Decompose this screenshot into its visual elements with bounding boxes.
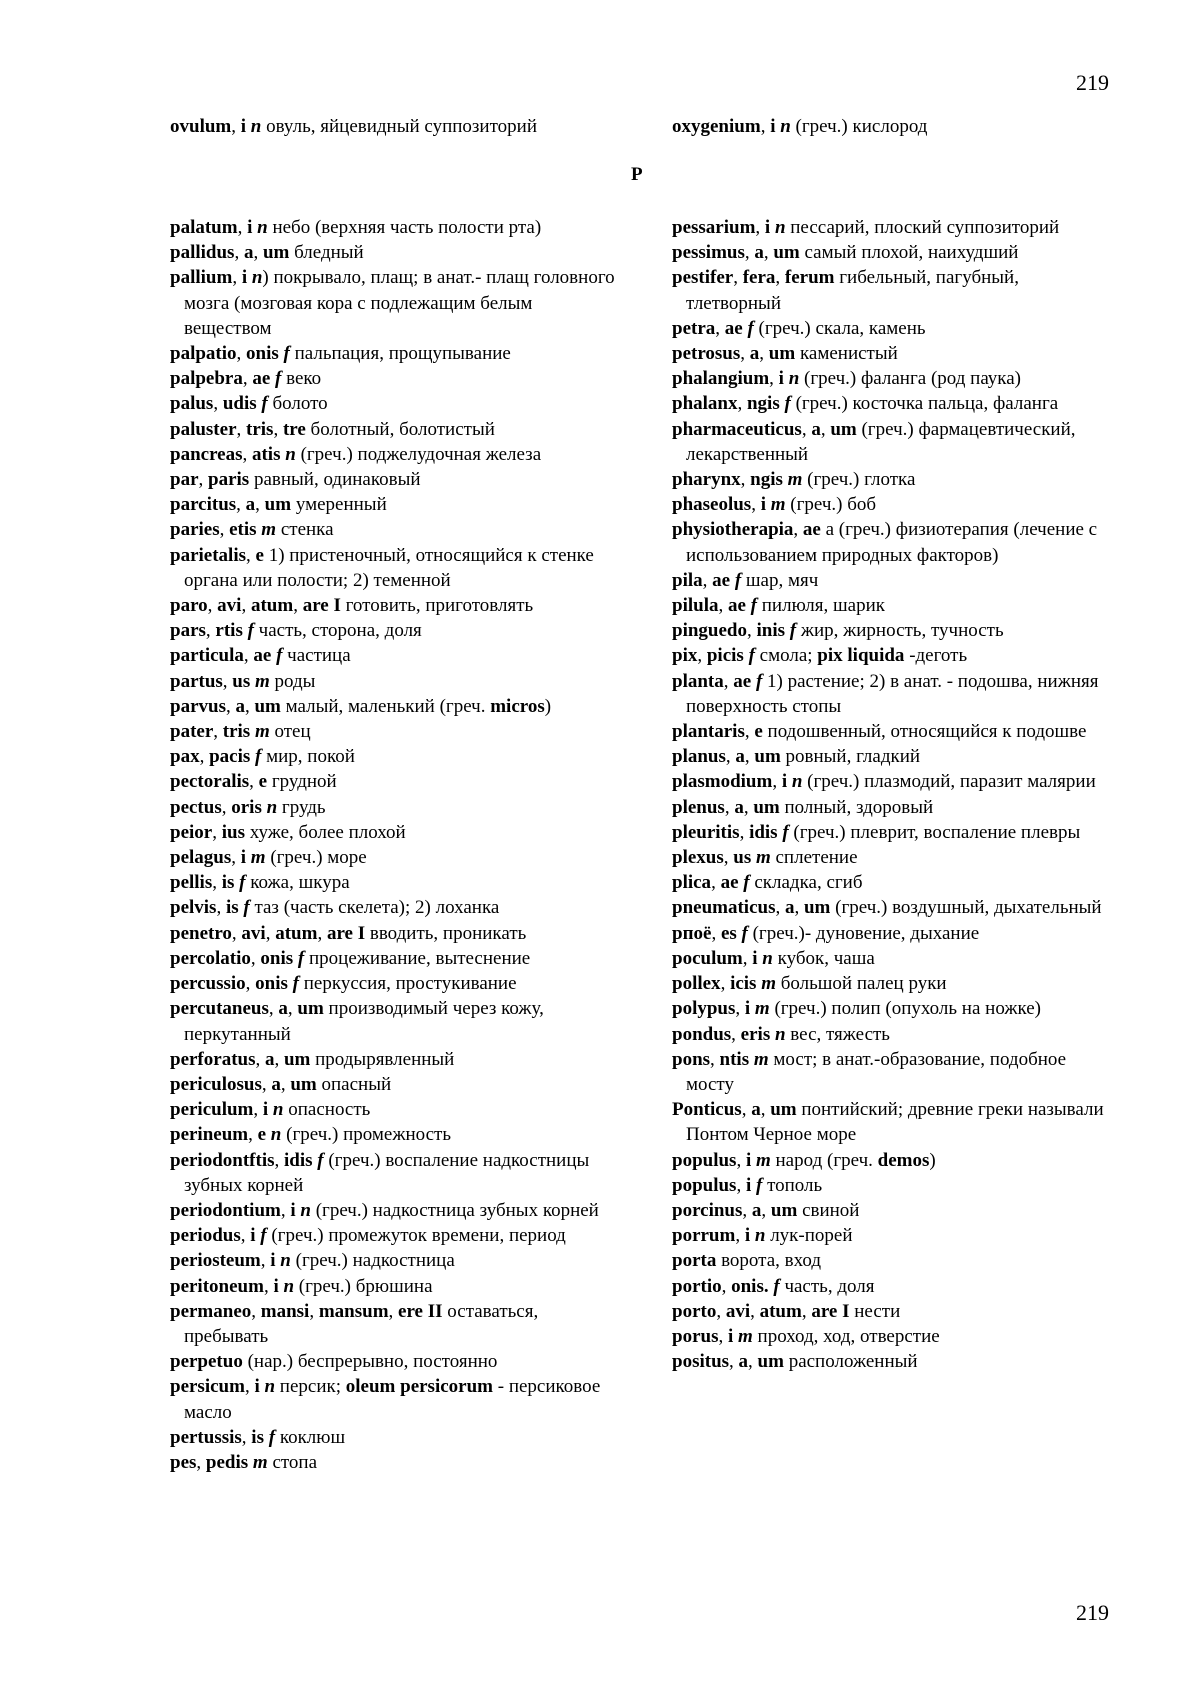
dictionary-entry: percutaneus, a, um производимый через кожу, перкутанный xyxy=(170,998,544,1045)
dictionary-entry: pars, rtis f часть, сторона, доля xyxy=(170,620,422,642)
dictionary-entry: palus, udis f болото xyxy=(170,393,328,415)
dictionary-entry: polypus, i m (греч.) полип (опухоль на ножке) xyxy=(672,998,1041,1020)
dictionary-entry: palpebra, ae f веко xyxy=(170,368,322,390)
dictionary-entry: percolatio, onis f процеживание, вытеснение xyxy=(170,947,531,969)
dictionary-entry: paro, avi, atum, are I готовить, приготовлять xyxy=(170,595,534,617)
dictionary-entry: paries, etis m стенка xyxy=(170,519,334,541)
dictionary-entry: periculosus, a, um опасный xyxy=(170,1073,392,1095)
dictionary-entry: planta, ae f 1) растение; 2) в анат. - подошва, нижняя поверхность стопы xyxy=(672,670,1099,717)
dictionary-entry: pilula, ae f пилюля, шарик xyxy=(672,595,885,617)
dictionary-entry: pollex, icis m большой палец руки xyxy=(672,973,947,995)
dictionary-entry: pinguedo, inis f жир, жирность, тучность xyxy=(672,620,1004,642)
dictionary-entry: periosteum, i n (греч.) надкостница xyxy=(170,1250,455,1272)
dictionary-entry: porcinus, a, um свиной xyxy=(672,1199,860,1221)
dictionary-entry: parcitus, a, um умеренный xyxy=(170,494,387,516)
entry-oxygenium: oxygenium, i n (греч.) кислород xyxy=(672,116,928,137)
dictionary-entry: palatum, i n небо (верхняя часть полости рта) xyxy=(170,217,542,238)
dictionary-entry: perpetuo (нар.) беспрерывно, постоянно xyxy=(170,1351,498,1373)
dictionary-entry: parvus, a, um малый, маленький (греч. micros) xyxy=(170,695,552,717)
dictionary-entry: plenus, a, um полный, здоровый xyxy=(672,796,934,818)
entry-ovulum: ovulum, i n овуль, яйцевидный суппозиторий xyxy=(170,116,537,137)
dictionary-entry: pectoralis, e грудной xyxy=(170,771,337,793)
dictionary-entry: permaneo, mansi, mansum, ere II оставаться, пребывать xyxy=(170,1300,539,1347)
dictionary-entry: positus, a, um расположенный xyxy=(672,1351,918,1373)
dictionary-entry: pancreas, atis n (греч.) поджелудочная железа xyxy=(170,443,542,465)
dictionary-entry: pes, pedis m стопа xyxy=(170,1451,318,1473)
dictionary-entry: plantaris, e подошвенный, относящийся к подошве xyxy=(672,721,1087,743)
dictionary-entry: periculum, i n опасность xyxy=(170,1099,371,1121)
dictionary-entry: peritoneum, i n (греч.) брюшина xyxy=(170,1275,433,1297)
dictionary-entry: pпoё, es f (греч.)- дуновение, дыхание xyxy=(672,922,980,944)
right-column xyxy=(672,215,1112,1374)
page-number-top: 219 xyxy=(1076,70,1109,95)
dictionary-entry: porus, i m проход, ход, отверстие xyxy=(672,1325,940,1347)
dictionary-entry: porrum, i n лук-порей xyxy=(672,1225,853,1247)
dictionary-entry: plexus, us m сплетение xyxy=(672,847,858,869)
dictionary-entry: pix, picis f смола; pix liquida -деготь xyxy=(672,645,968,667)
dictionary-entry: populus, i f тополь xyxy=(672,1174,823,1196)
dictionary-entry: pleuritis, idis f (греч.) плеврит, воспаление плевры xyxy=(672,821,1081,843)
dictionary-entry: portio, onis. f часть, доля xyxy=(672,1275,875,1297)
dictionary-entry: partus, us m роды xyxy=(170,670,316,692)
dictionary-entry: pax, pacis f мир, покой xyxy=(170,746,355,768)
dictionary-entry: pneumaticus, a, um (греч.) воздушный, дыхательный xyxy=(672,897,1102,919)
section-letter: P xyxy=(631,164,643,185)
dictionary-entry: physiotherapia, ae a (греч.) физиотерапия (лечение с использованием природных факторов) xyxy=(672,519,1098,566)
dictionary-entry: periodontftis, idis f (греч.) воспаление надкостницы зубных корней xyxy=(170,1149,590,1196)
dictionary-entry: palpatio, onis f пальпация, прощупывание xyxy=(170,343,511,365)
dictionary-entry: pharmaceuticus, a, um (греч.) фармацевтический, лекарственный xyxy=(672,418,1076,465)
dictionary-entry: petrosus, a, um каменистый xyxy=(672,343,898,365)
dictionary-entry: periodontium, i n (греч.) надкостница зубных корней xyxy=(170,1199,599,1221)
dictionary-entry: parietalis, e 1) пристеночный, относящийся к стенке органа или полости; 2) теменной xyxy=(170,544,594,591)
page-number-bottom: 219 xyxy=(1076,1600,1109,1625)
dictionary-entry: pelagus, i m (греч.) море xyxy=(170,847,367,869)
dictionary-entry: porta ворота, вход xyxy=(672,1250,822,1272)
dictionary-entry: pons, ntis m мост; в анат.-образование, подобное мосту xyxy=(672,1048,1067,1095)
dictionary-entry: perineum, e n (греч.) промежность xyxy=(170,1124,452,1146)
dictionary-entry: Ponticus, a, um понтийский; древние греки называли Понтом Черное море xyxy=(672,1099,1104,1146)
left-column xyxy=(170,215,620,1475)
dictionary-entry: pallidus, a, um бледный xyxy=(170,242,364,264)
dictionary-entry: pessimus, a, um самый плохой, наихудший xyxy=(672,242,1019,264)
dictionary-entry: paluster, tris, tre болотный, болотистый xyxy=(170,418,495,440)
dictionary-entry: pondus, eris n вес, тяжесть xyxy=(672,1023,890,1045)
dictionary-entry: pelvis, is f таз (часть скелета); 2) лоханка xyxy=(170,897,500,919)
dictionary-entry: phalangium, i n (греч.) фаланга (род паука) xyxy=(672,368,1021,390)
dictionary-entry: pessarium, i n пессарий, плоский суппозиторий xyxy=(672,217,1060,238)
dictionary-entry: populus, i m народ (греч. demos) xyxy=(672,1149,936,1171)
dictionary-entry: pallium, i n) покрывало, плащ; в анат.- плащ головного мозга (мозговая кора с подлежащим белым веществом xyxy=(170,267,615,339)
dictionary-entry: perforatus, a, um продырявленный xyxy=(170,1048,455,1070)
dictionary-entry: pertussis, is f коклюш xyxy=(170,1426,346,1448)
dictionary-entry: persicum, i n персик; oleum persicorum - персиковое масло xyxy=(170,1376,601,1423)
dictionary-entry: periodus, i f (греч.) промежуток времени, период xyxy=(170,1225,566,1247)
dictionary-entry: planus, a, um ровный, гладкий xyxy=(672,746,921,768)
dictionary-entry: par, paris равный, одинаковый xyxy=(170,469,421,491)
dictionary-entry: pellis, is f кожа, шкура xyxy=(170,872,350,894)
dictionary-entry: pestifer, fera, ferum гибельный, пагубный, тлетворный xyxy=(672,267,1019,314)
dictionary-entry: pater, tris m отец xyxy=(170,721,311,743)
dictionary-entry: pila, ae f шар, мяч xyxy=(672,569,819,591)
dictionary-entry: plica, ae f складка, сгиб xyxy=(672,872,863,894)
dictionary-entry: percussio, onis f перкуссия, простукивание xyxy=(170,973,517,995)
dictionary-entry: phalanx, ngis f (греч.) косточка пальца, фаланга xyxy=(672,393,1059,415)
dictionary-entry: particula, ae f частица xyxy=(170,645,351,667)
dictionary-entry: porto, avi, atum, are I нести xyxy=(672,1300,901,1322)
dictionary-entry: plasmodium, i n (греч.) плазмодий, паразит малярии xyxy=(672,771,1096,793)
dictionary-entry: poculum, i n кубок, чаша xyxy=(672,947,875,969)
dictionary-entry: petra, ae f (греч.) скала, камень xyxy=(672,317,926,339)
dictionary-entry: peior, ius хуже, более плохой xyxy=(170,821,406,843)
dictionary-entry: penetro, avi, atum, are I вводить, проникать xyxy=(170,922,527,944)
dictionary-entry: pharynx, ngis m (греч.) глотка xyxy=(672,469,916,491)
dictionary-entry: phaseolus, i m (греч.) боб xyxy=(672,494,877,516)
dictionary-entry: pectus, oris n грудь xyxy=(170,796,326,818)
